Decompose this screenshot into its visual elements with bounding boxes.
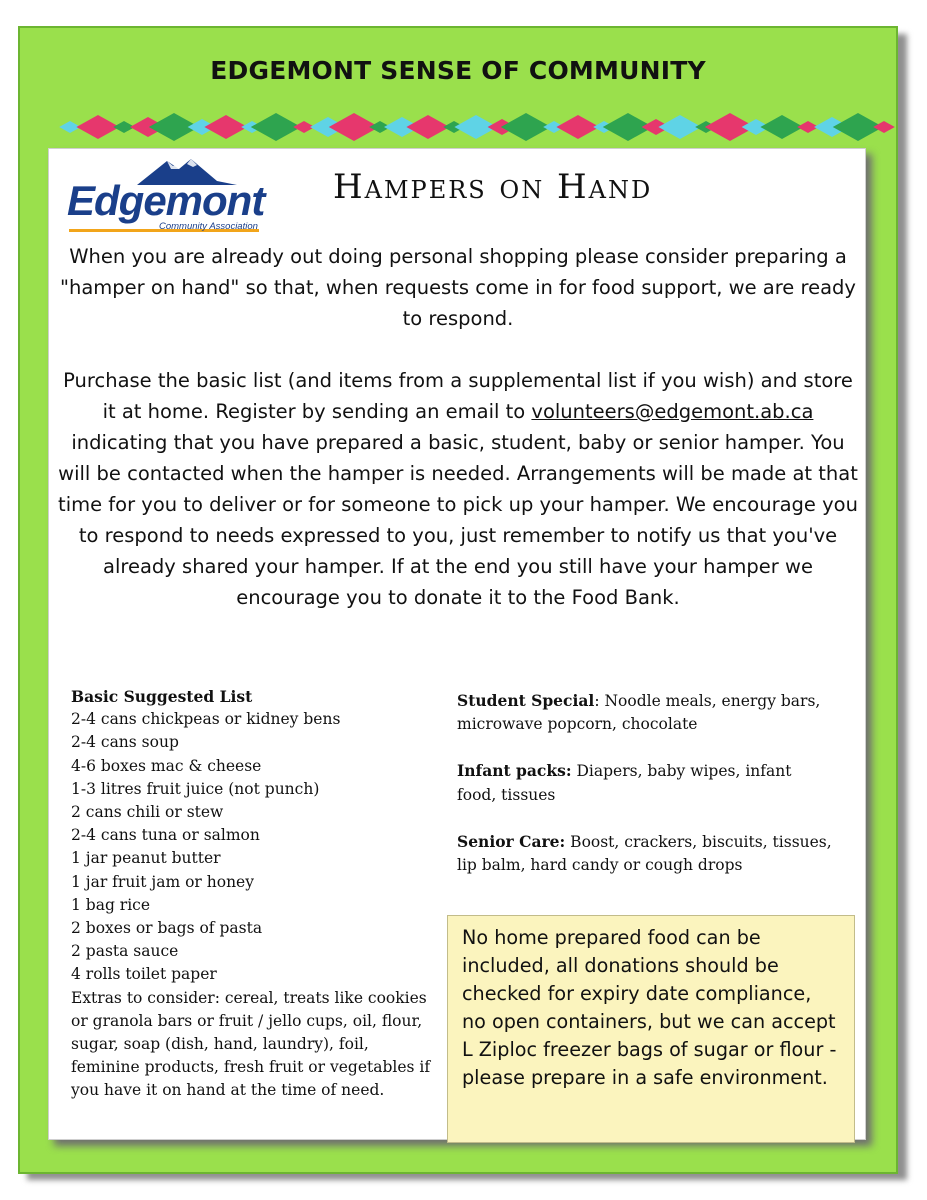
senior-care xyxy=(457,830,835,877)
infant-packs-text: Diapers, baby wipes, infant food, tissues xyxy=(457,762,792,804)
list-item: 1-3 litres fruit juice (not punch) xyxy=(71,779,320,798)
page-title: Hampers on Hand xyxy=(333,167,653,207)
supplemental-lists xyxy=(457,689,835,900)
infant-packs xyxy=(457,759,835,806)
infant-packs-label: Infant packs: xyxy=(457,761,572,781)
logo-wordmark: Edgemont xyxy=(67,177,265,224)
list-item: 2-4 cans soup xyxy=(71,733,179,752)
senior-care-label: Senior Care: xyxy=(457,831,566,851)
basic-list-heading: Basic Suggested List xyxy=(71,687,253,706)
student-special-label: Student Special xyxy=(457,691,595,710)
logo-subtitle: Community Association xyxy=(159,221,258,232)
intro-text xyxy=(57,241,859,613)
list-item: 2 pasta sauce xyxy=(71,942,179,961)
extras-to-consider: Extras to consider: cereal, treats like cookies or granola bars or fruit / jello cups, oil, flour, sugar, soap (dish, hand, laundry), foil, feminine products, fresh fruit or vegetables if you have it on hand at the time of need. xyxy=(71,988,431,1100)
diamond-decoration xyxy=(658,115,701,139)
intro-paragraph-2 xyxy=(57,365,859,613)
diamond-decoration xyxy=(760,115,803,139)
list-item: 1 jar fruit jam or honey xyxy=(71,872,254,891)
student-special xyxy=(457,689,835,736)
list-item: 2-4 cans tuna or salmon xyxy=(71,826,260,845)
basic-suggested-list xyxy=(71,685,439,1103)
list-item: 2-4 cans chickpeas or kidney bens xyxy=(71,710,341,729)
student-special-text: : Noodle meals, energy bars, microwave popcorn, chocolate xyxy=(457,692,821,734)
diamond-decoration xyxy=(873,121,895,133)
edgemont-logo xyxy=(67,155,267,241)
content-card xyxy=(48,148,866,1140)
food-safety-notice: No home prepared food can be included, all donations should be checked for expiry date compliance, no open containers, but we can accept L Ziploc freezer bags of sugar or flour - please prepare in a safe environment. xyxy=(447,915,855,1143)
list-item: 2 boxes or bags of pasta xyxy=(71,919,263,938)
diamond-decoration xyxy=(406,115,449,139)
diamond-decoration xyxy=(76,115,119,139)
intro-paragraph-1: When you are already out doing personal shopping please consider preparing a "hamper on hand" so that, when requests come in for food support, we are ready to respond. xyxy=(60,245,856,330)
list-item: 4-6 boxes mac & cheese xyxy=(71,756,262,775)
list-item: 4 rolls toilet paper xyxy=(71,965,217,984)
diamond-decoration xyxy=(204,115,247,139)
diamond-decoration xyxy=(556,115,599,139)
flyer-background xyxy=(18,26,898,1174)
list-item: 1 bag rice xyxy=(71,895,151,914)
senior-care-text: Boost, crackers, biscuits, tissues, lip balm, hard candy or cough drops xyxy=(457,832,832,875)
diamond-border-decoration xyxy=(56,102,896,152)
intro-text-before-email: Purchase the basic list (and items from a supplemental list if you wish) and store it at home. Register by sending an email to xyxy=(63,369,853,423)
list-item: 1 jar peanut butter xyxy=(71,849,221,868)
volunteer-email-link[interactable]: volunteers@edgemont.ab.ca xyxy=(531,400,814,423)
list-item: 2 cans chili or stew xyxy=(71,803,224,822)
banner-title: EDGEMONT SENSE OF COMMUNITY xyxy=(210,56,706,85)
intro-text-after-email: indicating that you have prepared a basic, student, baby or senior hamper. You will be contacted when the hamper is needed. Arrangements will be made at that time for you to deliver or for someone to pick up your hamper. We encourage you to respond to needs expressed to you, just remember to notify us that you've already shared your hamper. If at the end you still have your hamper we encourage you to donate it to the Food Bank. xyxy=(58,431,858,609)
